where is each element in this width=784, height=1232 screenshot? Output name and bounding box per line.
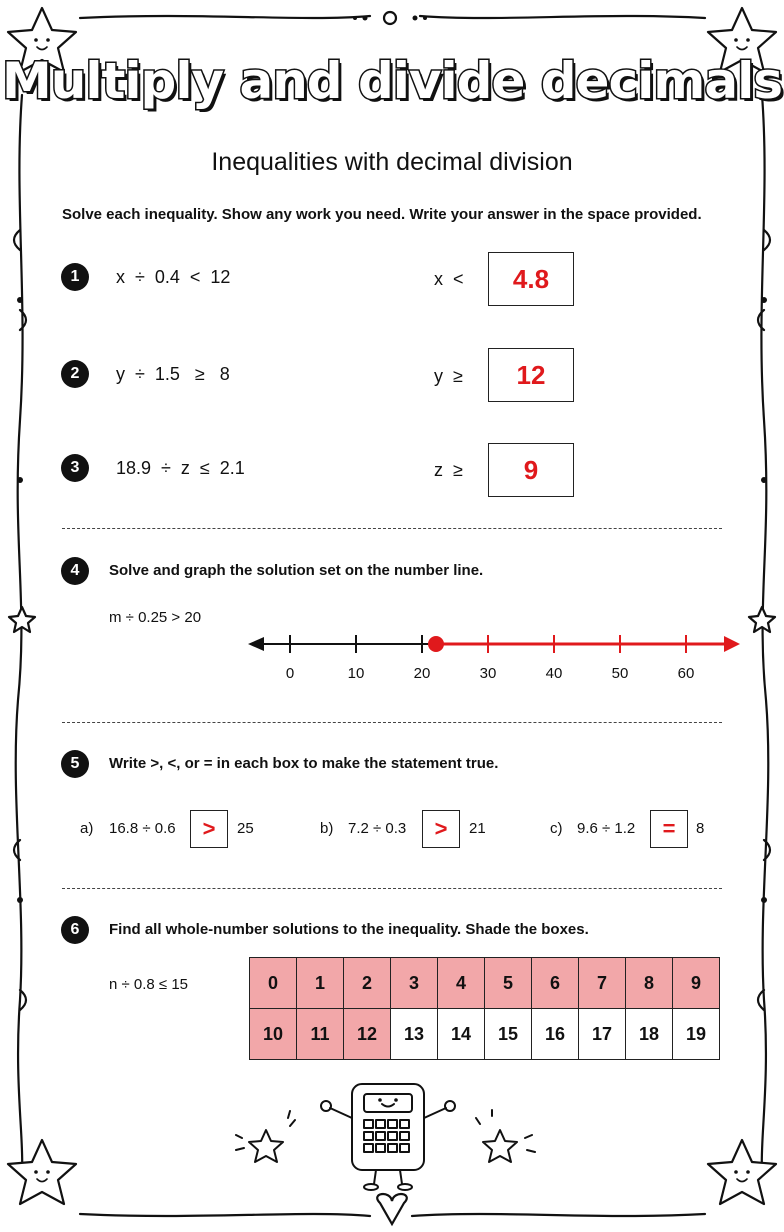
problem-expression: y ÷ 1.5 ≥ 8: [116, 364, 230, 384]
grid-cell[interactable]: 0: [250, 958, 297, 1009]
question-expression: m ÷ 0.25 > 20: [109, 609, 202, 626]
grid-cell[interactable]: 5: [485, 958, 532, 1009]
problem-number: 4: [61, 557, 89, 585]
item-label: c): [550, 820, 563, 837]
right-arrow-icon: [724, 636, 740, 652]
item-left-expression: 9.6 ÷ 1.2: [577, 820, 636, 837]
grid-cell[interactable]: 4: [438, 958, 485, 1009]
answer-box[interactable]: 12: [488, 348, 574, 402]
section-divider: [62, 888, 722, 889]
number-line-label: 30: [479, 665, 497, 682]
grid-cell[interactable]: 15: [485, 1009, 532, 1060]
grid-cell[interactable]: 17: [579, 1009, 626, 1060]
grid-cell[interactable]: 6: [532, 958, 579, 1009]
number-line-label: 50: [611, 665, 629, 682]
item-right-value: 25: [237, 820, 254, 837]
problem-expression: 18.9 ÷ z ≤ 2.1: [116, 458, 245, 478]
star-icon: [9, 607, 35, 632]
page-title: Multiply and divide decimals: [2, 52, 782, 110]
answer-box[interactable]: 9: [488, 443, 574, 497]
answer-lhs: z ≥: [434, 460, 463, 480]
question-prompt: Solve and graph the solution set on the number line.: [109, 562, 484, 579]
number-line-label: 0: [285, 665, 295, 682]
item-left-expression: 16.8 ÷ 0.6: [109, 820, 176, 837]
item-right-value: 8: [696, 820, 705, 837]
grid-cell[interactable]: 19: [673, 1009, 720, 1060]
solution-grid: [249, 957, 720, 1060]
question-prompt: Write >, <, or = in each box to make the statement true.: [109, 755, 499, 772]
problem-number: 2: [61, 360, 89, 388]
problem-number: 5: [61, 750, 89, 778]
item-right-value: 21: [469, 820, 486, 837]
page-subtitle: Inequalities with decimal division: [211, 148, 573, 176]
problem-expression: x ÷ 0.4 < 12: [116, 267, 231, 287]
grid-cell[interactable]: 18: [626, 1009, 673, 1060]
star-icon: [708, 1140, 776, 1204]
star-icon: [483, 1130, 517, 1162]
item-label: b): [320, 820, 334, 837]
grid-cell[interactable]: 7: [579, 958, 626, 1009]
item-left-expression: 7.2 ÷ 0.3: [348, 820, 407, 837]
grid-cell[interactable]: 3: [391, 958, 438, 1009]
problem-number: 6: [61, 916, 89, 944]
number-line: [240, 618, 750, 688]
number-line-label: 10: [347, 665, 365, 682]
problem-number: 3: [61, 454, 89, 482]
instructions: Solve each inequality. Show any work you need. Write your answer in the space provided.: [62, 206, 702, 223]
grid-cell[interactable]: 8: [626, 958, 673, 1009]
star-icon: [8, 1140, 76, 1204]
number-line-label: 60: [677, 665, 695, 682]
calculator-mascot: [230, 1078, 550, 1200]
comparison-box[interactable]: >: [190, 810, 228, 848]
number-line-label: 20: [413, 665, 431, 682]
answer-lhs: x <: [434, 269, 464, 289]
number-line-label: 40: [545, 665, 563, 682]
question-expression: n ÷ 0.8 ≤ 15: [109, 976, 189, 993]
grid-cell[interactable]: 1: [297, 958, 344, 1009]
problem-number: 1: [61, 263, 89, 291]
comparison-box[interactable]: =: [650, 810, 688, 848]
grid-cell[interactable]: 12: [344, 1009, 391, 1060]
grid-cell[interactable]: 16: [532, 1009, 579, 1060]
item-label: a): [80, 820, 94, 837]
grid-cell[interactable]: 10: [250, 1009, 297, 1060]
grid-cell[interactable]: 2: [344, 958, 391, 1009]
question-prompt: Find all whole-number solutions to the inequality. Shade the boxes.: [109, 921, 589, 938]
answer-lhs: y ≥: [434, 366, 463, 386]
grid-cell[interactable]: 11: [297, 1009, 344, 1060]
grid-cell[interactable]: 9: [673, 958, 720, 1009]
solution-point: [428, 636, 444, 652]
calculator-icon: [321, 1084, 455, 1190]
answer-box[interactable]: 4.8: [488, 252, 574, 306]
star-icon: [249, 1130, 283, 1162]
left-arrow-icon: [248, 637, 264, 651]
section-divider: [62, 722, 722, 723]
grid-cell[interactable]: 13: [391, 1009, 438, 1060]
grid-cell[interactable]: 14: [438, 1009, 485, 1060]
section-divider: [62, 528, 722, 529]
comparison-box[interactable]: >: [422, 810, 460, 848]
star-icon: [749, 607, 775, 632]
